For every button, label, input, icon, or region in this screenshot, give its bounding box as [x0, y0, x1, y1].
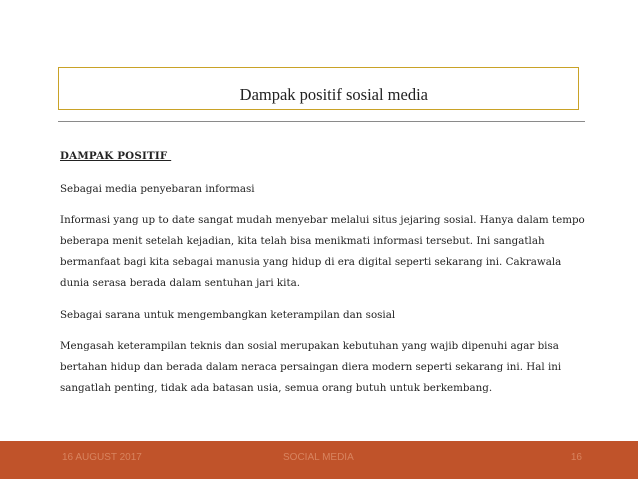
title-box	[58, 67, 579, 110]
footer-date: 16 AUGUST 2017	[62, 452, 142, 463]
footer-title: SOCIAL MEDIA	[283, 452, 354, 463]
footer-bar	[0, 441, 638, 479]
subheading-1: Sebagai media penyebaran informasi	[60, 183, 255, 195]
slide-title: Dampak positif sosial media	[239, 85, 428, 104]
section-heading: DAMPAK POSITIF	[60, 150, 172, 162]
paragraph-2: Mengasah keterampilan teknis dan sosial merupakan kebutuhan yang wajib dipenuhi agar bisa bertahan hidup dan berada dalam neraca persaingan diera modern seperti sekarang ini. Hal ini sangatlah penting, tidak ada batasan usia, semua orang butuh untuk berkembang.	[60, 340, 562, 394]
page-number: 16	[570, 452, 582, 463]
subheading-2: Sebagai sarana untuk mengembangkan keterampilan dan sosial	[60, 309, 396, 321]
paragraph-1: Informasi yang up to date sangat mudah menyebar melalui situs jejaring sosial. Hanya dalam tempo beberapa menit setelah kejadian, kita telah bisa menikmati informasi tersebut. Ini sangatlah bermanfaat bagi kita sebagai manusia yang hidup di era digital seperti sekarang ini. Cakrawala dunia serasa berada dalam sentuhan jari kita.	[60, 214, 585, 289]
slide-content	[60, 146, 585, 410]
title-divider	[58, 121, 585, 122]
